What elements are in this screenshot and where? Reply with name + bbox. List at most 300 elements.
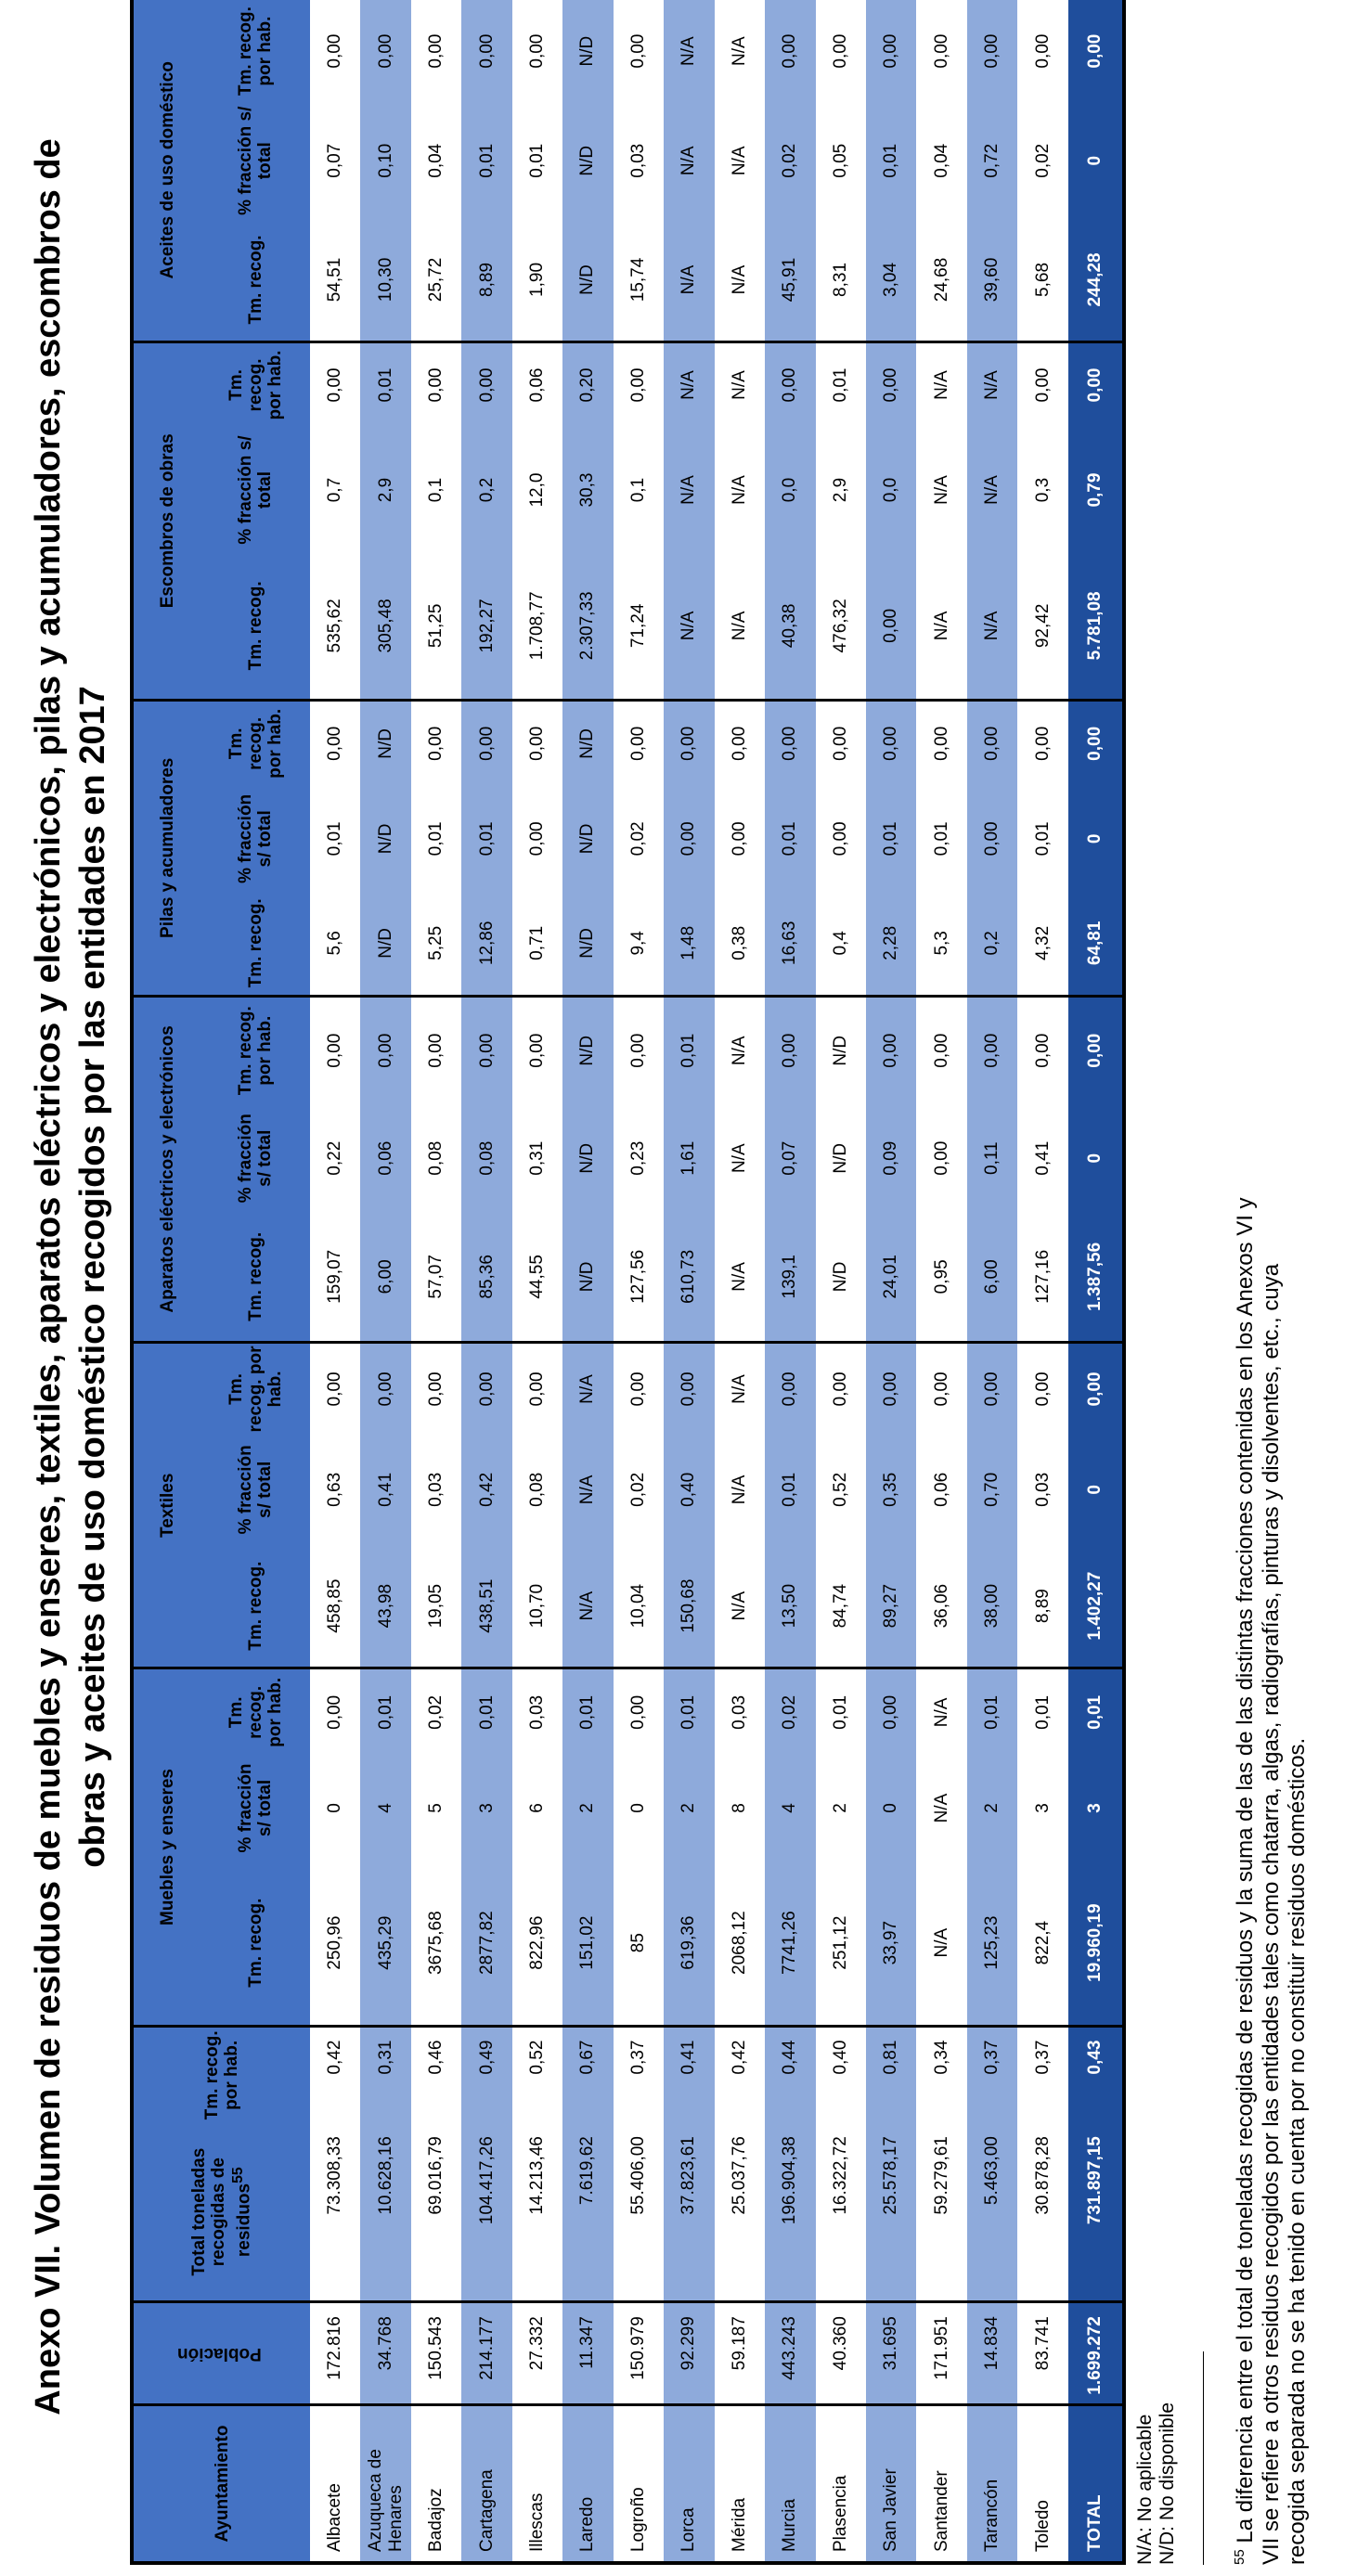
table-cell: 0,01 <box>411 786 461 892</box>
table-cell: 0,0 <box>866 427 916 552</box>
table-cell: 0,00 <box>916 1104 966 1213</box>
table-cell: 0,49 <box>461 2026 511 2123</box>
table-cell: 0,44 <box>765 2026 815 2123</box>
table-cell: N/A <box>664 341 714 427</box>
table-cell: N/A <box>715 0 765 102</box>
table-cell: 36,06 <box>916 1545 966 1668</box>
table-cell: 0,42 <box>461 1435 511 1545</box>
table-cell: 14.213,46 <box>512 2123 562 2302</box>
sub-header-aceites-hab: Tm. recog. por hab. <box>200 0 310 102</box>
table-cell: 244,28 <box>1068 219 1124 341</box>
table-cell: 0,00 <box>411 341 461 427</box>
table-cell: 8,31 <box>816 219 866 341</box>
table-cell: 8,89 <box>1017 1545 1068 1668</box>
table-cell: 12,86 <box>461 892 511 996</box>
table-cell: 0,00 <box>1068 341 1124 427</box>
table-cell: 0,00 <box>1017 341 1068 427</box>
municipality-cell: Badajoz <box>411 2405 461 2563</box>
table-cell: 0,00 <box>967 700 1017 785</box>
table-cell: 0,3 <box>1017 427 1068 552</box>
table-cell: 0,02 <box>765 1668 815 1755</box>
table-cell: 0,00 <box>461 996 511 1104</box>
table-cell: N/A <box>715 102 765 219</box>
table-cell: 159,07 <box>310 1213 360 1343</box>
table-cell: 16,63 <box>765 892 815 996</box>
sub-header-pilas-tm: Tm. recog. <box>200 892 310 996</box>
table-cell: 0,00 <box>411 0 461 102</box>
group-textiles: Textiles <box>132 1343 200 1668</box>
table-cell: 12,0 <box>512 427 562 552</box>
table-cell: 0,41 <box>1017 1104 1068 1213</box>
table-row <box>614 0 664 2563</box>
table-cell: 0,00 <box>866 1668 916 1755</box>
table-cell: 0,7 <box>310 427 360 552</box>
table-cell: N/D <box>562 996 613 1104</box>
table-row <box>1017 0 1068 2563</box>
table-cell: 71,24 <box>614 553 664 701</box>
table-row <box>765 0 815 2563</box>
table-cell: 25.037,76 <box>715 2123 765 2302</box>
table-cell: 458,85 <box>310 1545 360 1668</box>
table-cell: 10,70 <box>512 1545 562 1668</box>
sub-header-textiles-hab: Tm. recog. por hab. <box>200 1343 310 1435</box>
table-cell: 0 <box>310 1755 360 1861</box>
table-cell: 0,00 <box>310 1668 360 1755</box>
table-cell: 0,71 <box>512 892 562 996</box>
page-title: Anexo VII. Volumen de residuos de muebles y enseres, textiles, aparatos eléctricos y electrónicos, pilas y acumuladores, escombros de obras y aceites de uso doméstico recogidos por las entidades en 2017 <box>29 138 112 2415</box>
table-cell: 0,08 <box>411 1104 461 1213</box>
table-cell: 0,02 <box>765 102 815 219</box>
table-cell: 69.016,79 <box>411 2123 461 2302</box>
table-cell: 192,27 <box>461 553 511 701</box>
sub-header-pilas-hab: Tm. recog. por hab. <box>200 700 310 785</box>
table-cell: 0,00 <box>614 341 664 427</box>
table-cell: N/A <box>967 553 1017 701</box>
table-cell: 0,02 <box>614 1435 664 1545</box>
table-cell: 0,00 <box>614 996 664 1104</box>
table-cell: 476,32 <box>816 553 866 701</box>
table-cell: 0,01 <box>461 786 511 892</box>
table-cell: N/D <box>360 700 410 785</box>
table-cell: 0,31 <box>512 1104 562 1213</box>
table-cell: 0,01 <box>1017 1668 1068 1755</box>
table-cell: 151,02 <box>562 1861 613 2026</box>
table-cell: 0,00 <box>765 0 815 102</box>
table-cell: 84,74 <box>816 1545 866 1668</box>
table-cell: 0,00 <box>765 1343 815 1435</box>
header-poblacion <box>132 2302 310 2405</box>
table-cell: 0,31 <box>360 2026 410 2123</box>
table-cell: 3 <box>1017 1755 1068 1861</box>
table-row <box>967 0 1017 2563</box>
table-cell: 55.406,00 <box>614 2123 664 2302</box>
table-cell: 214.177 <box>461 2302 511 2405</box>
table-row <box>916 0 966 2563</box>
table-cell: 0,00 <box>360 996 410 1104</box>
table-cell: 0,00 <box>1017 1343 1068 1435</box>
table-cell: 38,00 <box>967 1545 1017 1668</box>
table-cell: 4 <box>360 1755 410 1861</box>
table-row <box>360 0 410 2563</box>
table-cell: 2,28 <box>866 892 916 996</box>
municipality-cell: Santander <box>916 2405 966 2563</box>
table-cell: 0,01 <box>916 786 966 892</box>
table-cell: 0,01 <box>310 786 360 892</box>
table-cell: N/D <box>360 892 410 996</box>
table-cell: 2 <box>562 1755 613 1861</box>
footnote-number: 55 <box>1232 2549 1247 2565</box>
table-cell: 0,00 <box>967 1343 1017 1435</box>
table-cell: 0,00 <box>916 0 966 102</box>
table-cell: 0,43 <box>1068 2026 1124 2123</box>
total-label-cell: TOTAL <box>1068 2405 1124 2563</box>
table-cell: 9,4 <box>614 892 664 996</box>
table-cell: 0,01 <box>461 1668 511 1755</box>
table-cell: 0,2 <box>461 427 511 552</box>
table-cell: N/D <box>562 0 613 102</box>
table-cell: 24,68 <box>916 219 966 341</box>
table-cell: 619,36 <box>664 1861 714 2026</box>
table-cell: 25,72 <box>411 219 461 341</box>
table-cell: 0,06 <box>512 341 562 427</box>
table-cell: 33,97 <box>866 1861 916 2026</box>
table-cell: 0,01 <box>967 1668 1017 1755</box>
sub-header-textiles-tm: Tm. recog. <box>200 1545 310 1668</box>
table-cell: 251,12 <box>816 1861 866 2026</box>
table-cell: 2068,12 <box>715 1861 765 2026</box>
total-row <box>1068 0 1124 2563</box>
group-aceites: Aceites de uso doméstico <box>132 0 200 341</box>
table-cell: 0,37 <box>967 2026 1017 2123</box>
table-cell: 0,02 <box>411 1668 461 1755</box>
table-cell: 127,16 <box>1017 1213 1068 1343</box>
table-cell: 0,01 <box>360 1668 410 1755</box>
sub-header-pilas-pct: % fracción s/ total <box>200 786 310 892</box>
table-cell: 0,08 <box>461 1104 511 1213</box>
table-cell: 0,00 <box>461 0 511 102</box>
table-cell: 0,00 <box>512 996 562 1104</box>
table-cell: 89,27 <box>866 1545 916 1668</box>
table-cell: 0,00 <box>310 1343 360 1435</box>
table-cell: 0,00 <box>512 700 562 785</box>
table-cell: N/D <box>360 786 410 892</box>
sub-header-muebles-tm: Tm. recog. <box>200 1861 310 2026</box>
table-cell: N/A <box>715 996 765 1104</box>
table-cell: N/A <box>715 553 765 701</box>
table-cell: 0,95 <box>916 1213 966 1343</box>
table-cell: N/D <box>562 1213 613 1343</box>
table-cell: 0,72 <box>967 102 1017 219</box>
table-cell: 0,00 <box>614 700 664 785</box>
table-cell: 0,07 <box>310 102 360 219</box>
table-cell: 0,01 <box>765 786 815 892</box>
table-cell: 92,42 <box>1017 553 1068 701</box>
sub-header-aparatos-tm: Tm. recog. <box>200 1213 310 1343</box>
table-cell: 6 <box>512 1755 562 1861</box>
table-cell: 0,00 <box>1068 1343 1124 1435</box>
table-cell: 125,23 <box>967 1861 1017 2026</box>
table-cell: 0,23 <box>614 1104 664 1213</box>
table-cell: 15,74 <box>614 219 664 341</box>
table-cell: 2 <box>967 1755 1017 1861</box>
table-cell: 139,1 <box>765 1213 815 1343</box>
group-escombros: Escombros de obras <box>132 341 200 700</box>
table-cell: 0,07 <box>765 1104 815 1213</box>
table-cell: 0,06 <box>916 1435 966 1545</box>
sub-header-muebles-pct: % fracción s/ total <box>200 1755 310 1861</box>
table-cell: 0,00 <box>866 996 916 1104</box>
table-cell: 45,91 <box>765 219 815 341</box>
table-cell: N/A <box>715 427 765 552</box>
table-cell: 0,00 <box>664 786 714 892</box>
table-cell: 1,61 <box>664 1104 714 1213</box>
group-pilas: Pilas y acumuladores <box>132 700 200 996</box>
table-cell: N/A <box>916 341 966 427</box>
sub-header-aceites-tm: Tm. recog. <box>200 219 310 341</box>
table-cell: 0,00 <box>310 700 360 785</box>
table-cell: 0,01 <box>664 1668 714 1755</box>
table-cell: 0,46 <box>411 2026 461 2123</box>
table-cell: 8 <box>715 1755 765 1861</box>
table-cell: 85 <box>614 1861 664 2026</box>
table-cell: 0 <box>1068 1104 1124 1213</box>
table-cell: 0,01 <box>461 102 511 219</box>
table-cell: 3,04 <box>866 219 916 341</box>
table-cell: 196.904,38 <box>765 2123 815 2302</box>
table-cell: 127,56 <box>614 1213 664 1343</box>
table-cell: 0,00 <box>310 996 360 1104</box>
table-row <box>310 0 360 2563</box>
table-cell: 2 <box>816 1755 866 1861</box>
table-cell: 0,20 <box>562 341 613 427</box>
table-cell: N/A <box>916 1861 966 2026</box>
table-cell: 14.834 <box>967 2302 1017 2405</box>
table-cell: N/A <box>715 219 765 341</box>
table-cell: 0,00 <box>614 1343 664 1435</box>
table-cell: 610,73 <box>664 1213 714 1343</box>
table-cell: 0,00 <box>816 786 866 892</box>
table-cell: N/A <box>967 427 1017 552</box>
table-cell: 0,10 <box>360 102 410 219</box>
table-cell: 8,89 <box>461 219 511 341</box>
table-cell: 0 <box>1068 786 1124 892</box>
table-cell: 0,00 <box>916 996 966 1104</box>
table-cell: 0,00 <box>461 1343 511 1435</box>
table-cell: 0,00 <box>816 1343 866 1435</box>
table-cell: 2,9 <box>360 427 410 552</box>
table-body <box>310 0 1068 2563</box>
table-cell: 57,07 <box>411 1213 461 1343</box>
table-cell: 3 <box>461 1755 511 1861</box>
table-cell: 30,3 <box>562 427 613 552</box>
table-cell: 0,00 <box>715 786 765 892</box>
table-cell: 305,48 <box>360 553 410 701</box>
header-total-per-hab: Tm. recog. por hab. <box>132 2026 310 2123</box>
group-aparatos: Aparatos eléctricos y electrónicos <box>132 996 200 1343</box>
table-cell: 0,01 <box>664 996 714 1104</box>
table-cell: 0,52 <box>512 2026 562 2123</box>
table-cell: 0,40 <box>664 1435 714 1545</box>
table-cell: 0,00 <box>916 700 966 785</box>
table-cell: 0,00 <box>310 341 360 427</box>
table-cell: 27.332 <box>512 2302 562 2405</box>
table-cell: 150,68 <box>664 1545 714 1668</box>
table-cell: 64,81 <box>1068 892 1124 996</box>
table-cell: 0,02 <box>614 786 664 892</box>
table-cell: 0,05 <box>816 102 866 219</box>
table-cell: 54,51 <box>310 219 360 341</box>
table-cell: 59.187 <box>715 2302 765 2405</box>
table-cell: 0,42 <box>310 2026 360 2123</box>
table-row <box>664 0 714 2563</box>
municipality-cell: Azuqueca de Henares <box>360 2405 410 2563</box>
table-cell: N/A <box>715 1343 765 1435</box>
table-cell: 0,03 <box>512 1668 562 1755</box>
table-cell: 0,04 <box>916 102 966 219</box>
table-cell: 0,00 <box>461 700 511 785</box>
table-cell: 172.816 <box>310 2302 360 2405</box>
table-cell: 0,09 <box>866 1104 916 1213</box>
table-cell: 6,00 <box>967 1213 1017 1343</box>
table-cell: 6,00 <box>360 1213 410 1343</box>
table-cell: 31.695 <box>866 2302 916 2405</box>
table-cell: N/D <box>562 786 613 892</box>
table-cell: N/A <box>916 553 966 701</box>
table-cell: 25.578,17 <box>866 2123 916 2302</box>
table-cell: 85,36 <box>461 1213 511 1343</box>
table-cell: 0,00 <box>866 700 916 785</box>
table-cell: 0,1 <box>614 427 664 552</box>
table-cell: 0,06 <box>360 1104 410 1213</box>
table-cell: 83.741 <box>1017 2302 1068 2405</box>
note-na: N/A: No aplicable <box>1134 2414 1156 2565</box>
table-cell: 0,03 <box>614 102 664 219</box>
table-cell: 0,63 <box>310 1435 360 1545</box>
table-cell: 0,01 <box>1068 1668 1124 1755</box>
table-cell: 435,29 <box>360 1861 410 2026</box>
table-cell: 0 <box>866 1755 916 1861</box>
table-cell: 0,0 <box>765 427 815 552</box>
table-cell: 0,01 <box>562 1668 613 1755</box>
table-cell: 0,22 <box>310 1104 360 1213</box>
table-cell: 0,00 <box>614 1668 664 1755</box>
table-cell: 0,37 <box>614 2026 664 2123</box>
table-cell: 5,3 <box>916 892 966 996</box>
table-cell: 2.307,33 <box>562 553 613 701</box>
municipality-cell: Tarancón <box>967 2405 1017 2563</box>
table-cell: 0,00 <box>866 341 916 427</box>
table-cell: 443.243 <box>765 2302 815 2405</box>
table-cell: 535,62 <box>310 553 360 701</box>
table-cell: 0,01 <box>816 341 866 427</box>
table-cell: 39,60 <box>967 219 1017 341</box>
table-cell: 0,00 <box>1068 0 1124 102</box>
table-cell: 0,81 <box>866 2026 916 2123</box>
table-row <box>562 0 613 2563</box>
table-cell: 822,4 <box>1017 1861 1068 2026</box>
notes <box>1134 2402 1179 2565</box>
table-cell: 73.308,33 <box>310 2123 360 2302</box>
table-cell: 0,37 <box>1017 2026 1068 2123</box>
table-cell: 3 <box>1068 1755 1124 1861</box>
sub-header-aparatos-hab: Tm. recog. por hab. <box>200 996 310 1104</box>
table-cell: 0,42 <box>715 2026 765 2123</box>
table-cell: 10.628,16 <box>360 2123 410 2302</box>
table-cell: N/A <box>916 427 966 552</box>
table-cell: 40,38 <box>765 553 815 701</box>
municipality-cell: Mérida <box>715 2405 765 2563</box>
table-cell: 0,01 <box>866 102 916 219</box>
table-cell: 0,00 <box>967 0 1017 102</box>
sub-header-escombros-hab: Tm. recog. por hab. <box>200 341 310 427</box>
table-cell: 1,48 <box>664 892 714 996</box>
table-cell: 0,67 <box>562 2026 613 2123</box>
table-cell: 0,03 <box>1017 1435 1068 1545</box>
table-cell: N/A <box>562 1343 613 1435</box>
table-cell: 0,4 <box>816 892 866 996</box>
header-total-footnote-ref: 55 <box>230 2167 247 2183</box>
table-cell: 30.878,28 <box>1017 2123 1068 2302</box>
table-cell: N/D <box>562 892 613 996</box>
table-cell: 0,08 <box>512 1435 562 1545</box>
waste-table <box>130 0 1126 2565</box>
table-cell: 0,41 <box>664 2026 714 2123</box>
footnote <box>1227 1173 1311 2565</box>
table-cell: 0,00 <box>1017 700 1068 785</box>
table-cell: 0,00 <box>816 0 866 102</box>
table-cell: N/D <box>562 700 613 785</box>
table-cell: 44,55 <box>512 1213 562 1343</box>
table-cell: N/A <box>664 427 714 552</box>
table-cell: 0 <box>614 1755 664 1861</box>
table-cell: 2 <box>664 1755 714 1861</box>
table-row <box>411 0 461 2563</box>
table-cell: 0,70 <box>967 1435 1017 1545</box>
municipality-cell: Logroño <box>614 2405 664 2563</box>
table-cell: N/D <box>816 996 866 1104</box>
table-row <box>512 0 562 2563</box>
municipality-cell: Laredo <box>562 2405 613 2563</box>
table-cell: 0,38 <box>715 892 765 996</box>
table-row <box>461 0 511 2563</box>
table-cell: 0,1 <box>411 427 461 552</box>
note-nd: N/D: No disponible <box>1157 2402 1178 2565</box>
table-cell: 34.768 <box>360 2302 410 2405</box>
table-cell: 0,00 <box>310 0 360 102</box>
table-cell: 822,96 <box>512 1861 562 2026</box>
table-cell: 0,00 <box>614 0 664 102</box>
sub-header-aparatos-pct: % fracción s/ total <box>200 1104 310 1213</box>
table-row <box>866 0 916 2563</box>
table-cell: 0,34 <box>916 2026 966 2123</box>
table-cell: 250,96 <box>310 1861 360 2026</box>
table-cell: 0,40 <box>816 2026 866 2123</box>
table-cell: 7.619,62 <box>562 2123 613 2302</box>
table-cell: 0,01 <box>360 341 410 427</box>
table-cell: 0,41 <box>360 1435 410 1545</box>
table-row <box>715 0 765 2563</box>
table-cell: 7741,26 <box>765 1861 815 2026</box>
table-cell: 0,2 <box>967 892 1017 996</box>
table-cell: 0,79 <box>1068 427 1124 552</box>
table-cell: 1.402,27 <box>1068 1545 1124 1668</box>
table-cell: 0,02 <box>1017 102 1068 219</box>
table-cell: 150.543 <box>411 2302 461 2405</box>
table-cell: N/D <box>562 219 613 341</box>
table-cell: 0,11 <box>967 1104 1017 1213</box>
table-cell: 0,03 <box>715 1668 765 1755</box>
table-cell: 0,00 <box>664 700 714 785</box>
